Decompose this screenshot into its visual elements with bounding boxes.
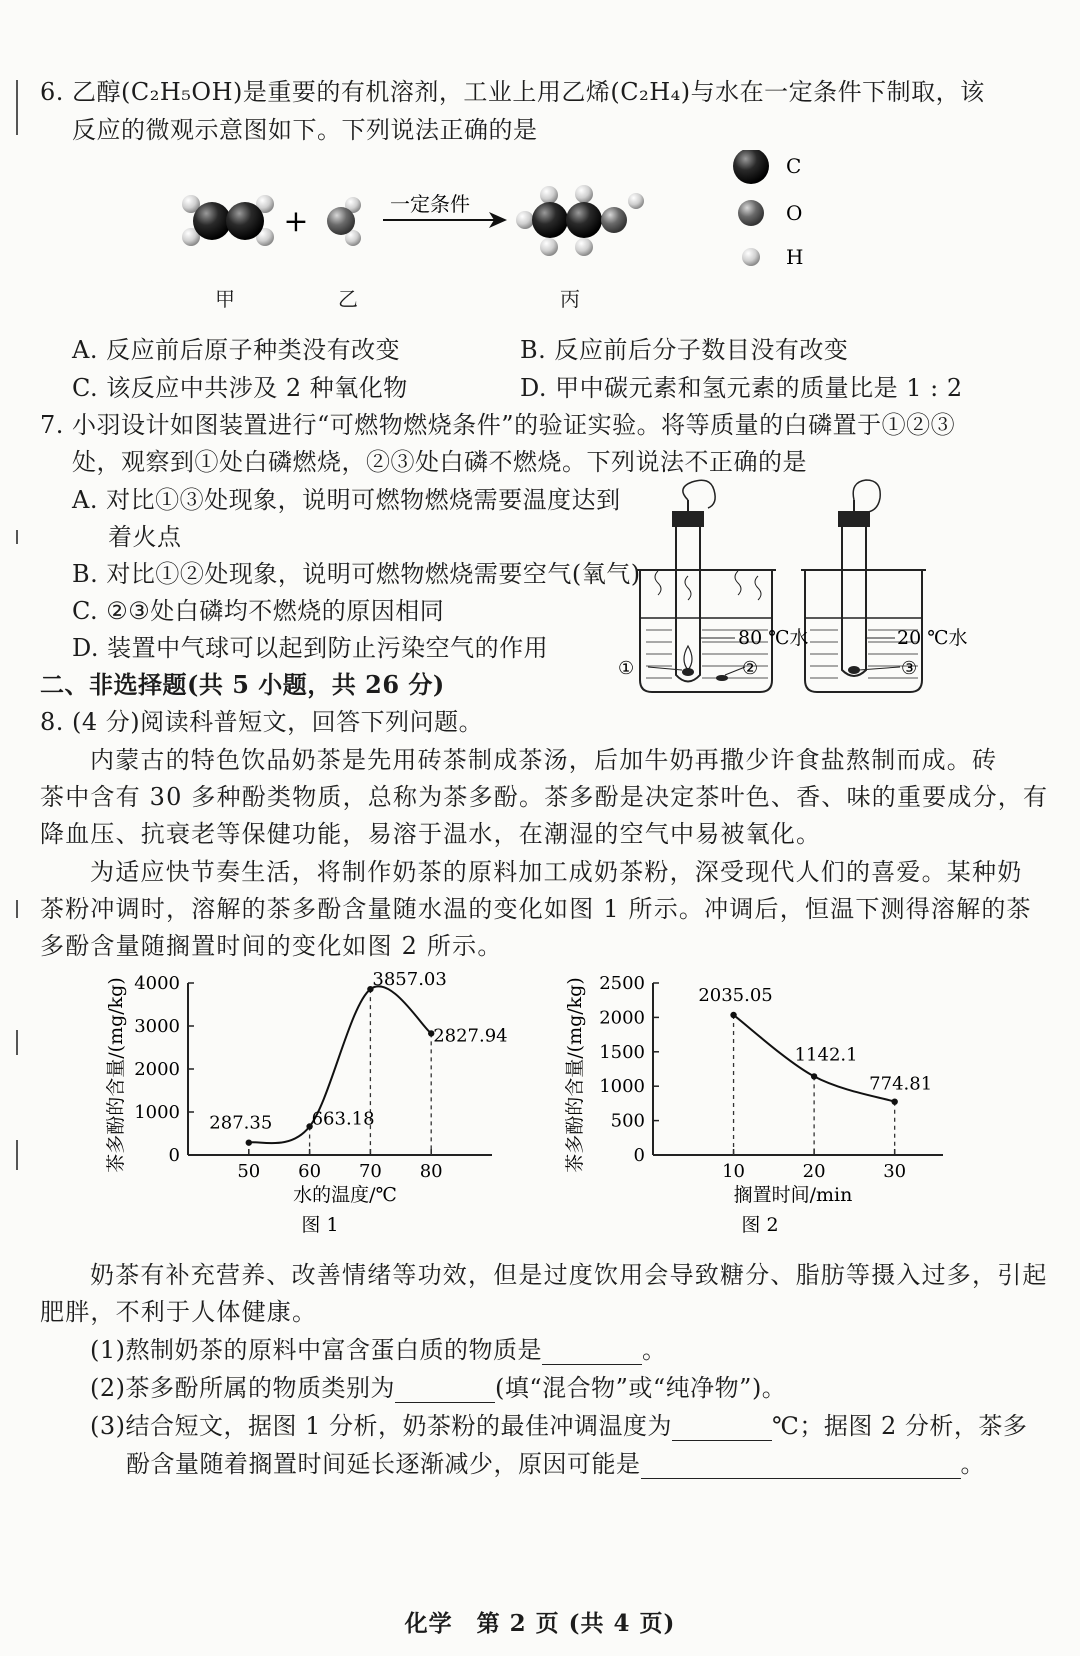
chart1-ylabel: 茶多酚的含量/(mg/kg) <box>105 977 127 1173</box>
atom-legend <box>733 150 769 266</box>
molecule-bing <box>516 185 644 256</box>
section-heading: 二、非选择题(共 5 小题，共 26 分) <box>40 670 445 699</box>
margin-mark <box>16 1140 18 1170</box>
q8-paragraph1-line3: 降血压、抗衰老等保健功能，易溶于温水，在潮湿的空气中易被氧化。 <box>40 820 822 848</box>
y-tick-label: 500 <box>610 1110 645 1132</box>
y-tick-label: 2500 <box>599 973 645 994</box>
q6-option-d: D. 甲中碳元素和氢元素的质量比是 1 : 2 <box>520 374 963 402</box>
answer-blank-1[interactable] <box>542 1340 642 1365</box>
q8-title: 8. (4 分)阅读科普短文，回答下列问题。 <box>40 708 484 736</box>
q8-sub3a-text: (3)结合短文，据图 1 分析，奶茶粉的最佳冲调温度为 <box>90 1412 673 1440</box>
label-yi: 乙 <box>338 287 358 311</box>
chart2-title: 图 2 <box>741 1214 779 1235</box>
q7-option-b: B. 对比①②处现象，说明可燃物燃烧需要空气(氧气) <box>72 560 641 588</box>
y-tick-label: 1000 <box>599 1076 645 1098</box>
q8-paragraph2-line1: 为适应快节奏生活，将制作奶茶的原料加工成奶茶粉，深受现代人们的喜爱。某种奶 <box>90 858 1023 886</box>
answer-blank-4[interactable] <box>641 1454 961 1479</box>
mark-2: ② <box>742 658 759 679</box>
q8-sub2-end: (填“混合物”或“纯净物”)。 <box>495 1374 787 1402</box>
chart1-xlabel: 水的温度/℃ <box>293 1184 397 1206</box>
x-tick-label: 70 <box>358 1161 382 1182</box>
x-tick-label: 20 <box>802 1161 826 1182</box>
data-label: 1142.1 <box>794 1044 858 1066</box>
reaction-condition: 一定条件 <box>390 192 470 216</box>
y-tick-label: 0 <box>633 1145 645 1166</box>
cold-water-label: 20 ℃水 <box>897 627 968 649</box>
q6-option-a: A. 反应前后原子种类没有改变 <box>72 336 401 364</box>
data-label: 2035.05 <box>698 984 773 1006</box>
q6-stem-line1: 6. 乙醇(C₂H₅OH)是重要的有机溶剂，工业上用乙烯(C₂H₄)与水在一定条件下制取，该 <box>40 78 985 106</box>
q7-option-d: D. 装置中气球可以起到防止污染空气的作用 <box>72 634 549 662</box>
q6-option-b: B. 反应前后分子数目没有改变 <box>520 336 849 364</box>
chart2-xlabel: 搁置时间/min <box>733 1184 853 1206</box>
q6-molecule-diagram <box>0 150 1080 320</box>
data-point <box>730 1012 736 1018</box>
chart2-ylabel: 茶多酚的含量/(mg/kg) <box>564 977 586 1173</box>
plus-sign: + <box>283 204 309 239</box>
combustion-apparatus <box>610 470 1010 710</box>
q8-paragraph1-line2: 茶中含有 30 多种酚类物质，总称为茶多酚。茶多酚是决定茶叶色、香、味的重要成分，有 <box>40 783 1049 811</box>
q8-paragraph2-line2: 茶粉冲调时，溶解的茶多酚含量随水温的变化如图 1 所示。冲调后，恒温下测得溶解的茶 <box>40 895 1032 923</box>
margin-mark <box>16 1030 18 1055</box>
molecule-yi <box>327 197 361 246</box>
q8-sub3b-text: 酚含量随着搁置时间延长逐渐减少，原因可能是 <box>126 1450 641 1478</box>
q6-option-c: C. 该反应中共涉及 2 种氧化物 <box>72 374 408 402</box>
data-point <box>246 1139 252 1145</box>
legend-oxygen: O <box>786 201 803 225</box>
mark-3: ③ <box>901 658 918 679</box>
data-point <box>811 1073 817 1079</box>
molecule-jia <box>182 195 274 246</box>
q8-subquestion-3a <box>90 1406 1027 1441</box>
legend-carbon: C <box>786 154 802 178</box>
q7-option-c: C. ②③处白磷均不燃烧的原因相同 <box>72 597 445 625</box>
x-tick-label: 80 <box>419 1161 443 1182</box>
x-tick-label: 50 <box>237 1161 261 1182</box>
chart-figure-2 <box>555 965 975 1235</box>
q8-sub1-end: 。 <box>642 1336 667 1364</box>
q8-paragraph1-line1: 内蒙古的特色饮品奶茶是先用砖茶制成茶汤，后加牛奶再撒少许食盐熬制而成。砖 <box>90 746 998 774</box>
q8-paragraph3-line2: 肥胖，不利于人体健康。 <box>40 1298 318 1326</box>
x-tick-label: 10 <box>722 1161 746 1182</box>
y-tick-label: 2000 <box>599 1007 645 1029</box>
label-jia: 甲 <box>215 287 235 311</box>
chart-figure-1 <box>90 965 550 1235</box>
data-label: 774.81 <box>869 1073 933 1095</box>
label-bing: 丙 <box>560 287 580 311</box>
q7-option-a-line1: A. 对比①③处现象，说明可燃物燃烧需要温度达到 <box>72 486 621 514</box>
q8-sub3b-end: 。 <box>960 1450 985 1478</box>
mark-1: ① <box>618 658 635 679</box>
data-label: 3857.03 <box>372 969 447 991</box>
x-tick-label: 30 <box>883 1161 907 1182</box>
y-tick-label: 3000 <box>134 1016 180 1037</box>
chart1-title: 图 1 <box>301 1214 339 1235</box>
q8-subquestion-2 <box>90 1368 786 1403</box>
q8-sub1-text: (1)熬制奶茶的原料中富含蛋白质的物质是 <box>90 1336 542 1364</box>
q8-sub2-text: (2)茶多酚所属的物质类别为 <box>90 1374 395 1402</box>
y-tick-label: 1000 <box>134 1102 180 1123</box>
margin-mark <box>16 80 18 135</box>
q8-paragraph2-line3: 多酚含量随搁置时间的变化如图 2 所示。 <box>40 932 503 960</box>
y-tick-label: 0 <box>168 1145 180 1166</box>
q8-subquestion-1 <box>90 1330 667 1365</box>
data-point <box>891 1098 897 1104</box>
answer-blank-2[interactable] <box>395 1378 495 1403</box>
y-tick-label: 1500 <box>599 1041 645 1063</box>
margin-mark <box>16 530 18 544</box>
hot-water-label: 80 ℃水 <box>738 627 809 649</box>
data-label: 287.35 <box>209 1112 273 1134</box>
margin-mark <box>16 900 18 918</box>
y-tick-label: 4000 <box>134 973 180 994</box>
x-tick-label: 60 <box>298 1161 322 1182</box>
q8-sub3a-end: ℃；据图 2 分析，茶多 <box>772 1412 1028 1440</box>
q6-stem-line2: 反应的微观示意图如下。下列说法正确的是 <box>72 116 538 144</box>
q7-stem-line1: 7. 小羽设计如图装置进行“可燃物燃烧条件”的验证实验。将等质量的白磷置于①②③ <box>40 411 956 439</box>
data-label: 2827.94 <box>433 1025 508 1047</box>
q7-option-a-line2: 着火点 <box>108 523 182 551</box>
q8-paragraph3-line1: 奶茶有补充营养、改善情绪等功效，但是过度饮用会导致糖分、脂肪等摄入过多，引起 <box>90 1261 1048 1289</box>
data-label: 663.18 <box>311 1108 375 1130</box>
y-tick-label: 2000 <box>134 1059 180 1080</box>
q8-subquestion-3b <box>126 1444 985 1479</box>
answer-blank-3[interactable] <box>672 1416 772 1441</box>
legend-hydrogen: H <box>786 245 804 269</box>
q7-stem-line2: 处，观察到①处白磷燃烧，②③处白磷不燃烧。下列说法不正确的是 <box>72 448 807 476</box>
page-footer: 化学 第 2 页 (共 4 页) <box>404 1610 676 1637</box>
